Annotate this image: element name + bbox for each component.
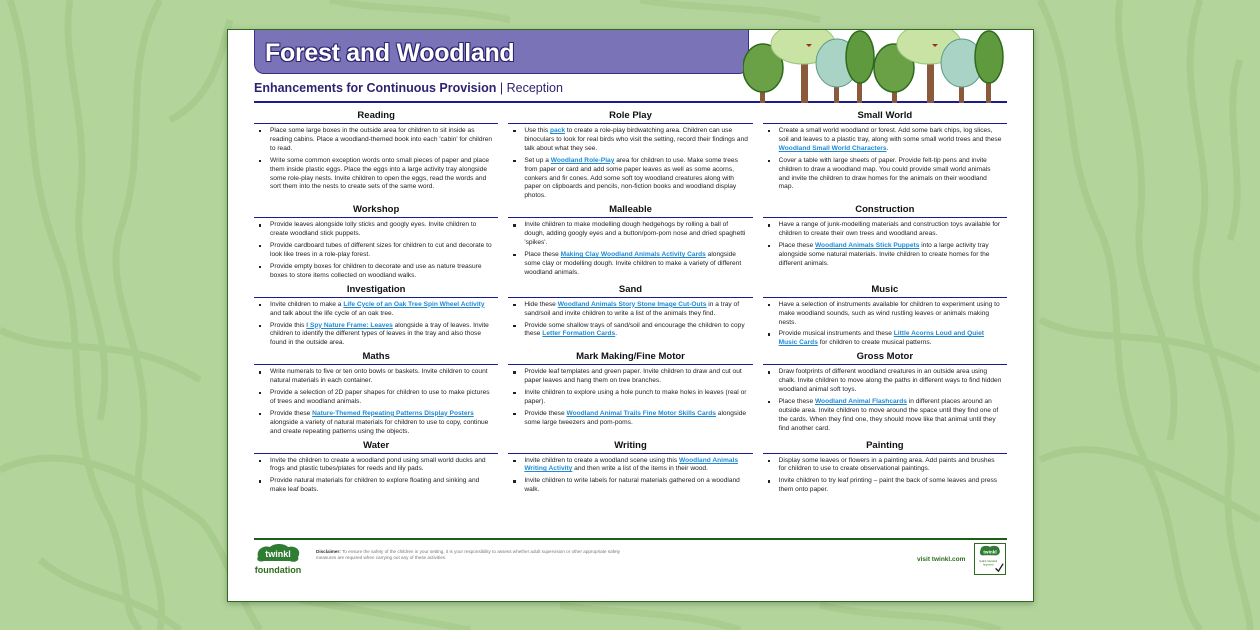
activity-text: in a tray of sand/soil and invite children to write a list of the animals they find. bbox=[524, 300, 740, 317]
activity-text: Provide these bbox=[524, 409, 567, 417]
activity-text: . bbox=[615, 330, 618, 338]
activity-item bbox=[508, 389, 748, 407]
resource-link[interactable]: Woodland Role-Play bbox=[550, 156, 615, 164]
activity-text: Provide a selection of 2D paper shapes for children to use to make pictures of trees and woodland animals. bbox=[270, 389, 490, 405]
resource-link[interactable]: Woodland Animal Trails Fine Motor Skills Cards bbox=[566, 409, 716, 417]
activity-item bbox=[763, 242, 1003, 269]
activity-item bbox=[254, 127, 494, 154]
activity-list bbox=[763, 457, 1007, 499]
footer-divider bbox=[254, 538, 1007, 540]
activity-item bbox=[763, 398, 1003, 434]
activity-text: alongside some clay or modelling dough. Invite children to make a variety of different woodland animals. bbox=[524, 250, 742, 276]
activity-text: Invite children to try leaf printing – paint the back of some leaves and press them onto paper. bbox=[778, 477, 998, 494]
section-construction bbox=[763, 204, 1007, 283]
section-title: Small World bbox=[763, 110, 1007, 124]
activity-text: Create a small world woodland or forest. Add some bark chips, log slices, soil and leaves to a plastic tray, along with some small world trees and these bbox=[778, 127, 1002, 143]
activity-list bbox=[763, 301, 1007, 352]
activity-text: Draw footprints of different woodland creatures in an outside area using chalk. Invite children to move along the paths in different ways to find hidden woodland animal soft toys. bbox=[778, 368, 1002, 394]
resource-link[interactable]: I Spy Nature Frame: Leaves bbox=[306, 321, 393, 329]
svg-text:Quality Standard: Quality Standard bbox=[979, 559, 998, 563]
activity-item bbox=[763, 127, 1003, 154]
activity-text: Invite the children to create a woodland pond using small world ducks and frogs and plastic tubes/plates for reeds and lily pads. bbox=[270, 456, 486, 473]
activity-text: in different places around an outside area. Invite children to move around the space until they find one of the cards. When they find one, they should move like that animal until they find another card. bbox=[778, 397, 999, 432]
activity-item bbox=[254, 410, 494, 437]
resource-link[interactable]: Making Clay Woodland Animals Activity Cards bbox=[560, 250, 706, 258]
activity-text: Provide empty boxes for children to decorate and use as nature treasure boxes to store items collected on woodland walks. bbox=[270, 262, 482, 279]
section-role-play bbox=[508, 110, 752, 204]
activity-item bbox=[508, 127, 748, 154]
activity-text: to create a role-play birdwatching area. Children can use binoculars to look for real birds who visit the setting, record their findings and talk about what they see. bbox=[524, 127, 748, 152]
tree-row-illustration-icon bbox=[743, 30, 1008, 103]
section-title: Maths bbox=[254, 351, 498, 365]
resource-link[interactable]: Nature-Themed Repeating Patterns Display Posters bbox=[312, 409, 474, 417]
activity-text: Place these bbox=[778, 242, 815, 250]
section-title: Writing bbox=[508, 440, 752, 454]
activity-item bbox=[254, 242, 494, 260]
activity-list bbox=[254, 368, 498, 439]
activity-list bbox=[763, 127, 1007, 195]
activity-list bbox=[254, 457, 498, 499]
section-maths bbox=[254, 351, 498, 439]
activity-text: Cover a table with large sheets of paper. Provide felt-tip pens and invite children to draw a woodland map. You could provide small world animals and invite the children to draw homes for the animals on their woodland map. bbox=[778, 156, 991, 191]
activity-text: Provide musical instruments and these bbox=[778, 330, 894, 338]
activity-text: Provide these bbox=[270, 409, 313, 417]
activity-list bbox=[254, 221, 498, 283]
activity-item bbox=[763, 368, 1003, 395]
activity-item bbox=[763, 477, 1003, 495]
subtitle-separator: | bbox=[499, 81, 504, 95]
activity-list bbox=[508, 221, 752, 280]
activity-list bbox=[763, 368, 1007, 436]
activity-text: Provide cardboard tubes of different sizes for children to cut and decorate to look like trees in a role-play forest. bbox=[270, 242, 492, 258]
section-title: Construction bbox=[763, 204, 1007, 218]
activity-item bbox=[508, 457, 748, 475]
provision-grid bbox=[254, 110, 1007, 498]
activity-text: Set up a bbox=[524, 156, 551, 164]
activity-item bbox=[763, 457, 1003, 475]
activity-text: Invite children to explore using a hole punch to make holes in leaves (real or paper). bbox=[524, 389, 747, 405]
activity-text: and then write a list of the items in their wood. bbox=[572, 465, 708, 473]
section-painting bbox=[763, 440, 1007, 499]
activity-item bbox=[254, 263, 494, 281]
visit-twinkl-link[interactable]: visit twinkl.com bbox=[917, 556, 966, 563]
activity-text: Invite children to create a woodland scene using this bbox=[524, 456, 680, 464]
disclaimer bbox=[316, 549, 636, 561]
activity-text: Provide some shallow trays of sand/soil and encourage the children to copy these bbox=[524, 321, 745, 338]
section-title: Reading bbox=[254, 110, 498, 124]
section-investigation bbox=[254, 284, 498, 352]
section-malleable bbox=[508, 204, 752, 283]
activity-text: Provide natural materials for children to explore floating and sinking and make leaf boats. bbox=[270, 477, 480, 494]
activity-text: alongside some large tweezers and pom-poms. bbox=[524, 409, 747, 426]
activity-text: Display some leaves or flowers in a painting area. Add paints and brushes for children to use to create observational paintings. bbox=[778, 456, 995, 473]
disclaimer-label: Disclaimer: bbox=[316, 549, 341, 554]
activity-list bbox=[254, 301, 498, 352]
activity-text: Write numerals to five or ten onto bowls or baskets. Invite children to count natural materials in each container. bbox=[270, 368, 488, 385]
section-workshop bbox=[254, 204, 498, 283]
activity-item bbox=[254, 368, 494, 386]
resource-link[interactable]: Little Acorns Loud and Quiet Music Cards bbox=[778, 330, 984, 347]
activity-text: Place these bbox=[524, 250, 561, 258]
resource-link[interactable]: Woodland Animals Story Stone Image Cut-Outs bbox=[557, 300, 707, 308]
activity-text: Provide leaf templates and green paper. Invite children to draw and cut out paper leaves and hang them on tree branches. bbox=[524, 368, 742, 385]
activity-text: into a large activity tray alongside some natural materials. Invite children to create homes for the different animals. bbox=[778, 242, 990, 267]
section-music bbox=[763, 284, 1007, 352]
disclaimer-text: To ensure the safety of the children in your setting, it is your responsibility to assess whether adult supervision or other appropriate safety measures are required when carrying out any of these activities. bbox=[316, 549, 621, 560]
section-mark-making bbox=[508, 351, 752, 439]
activity-item bbox=[254, 477, 494, 495]
activity-sheet bbox=[227, 29, 1034, 602]
activity-text: alongside a tray of leaves. Invite children to identify the different types of leaves in the tray and also those found in the outside area. bbox=[270, 321, 489, 347]
activity-list bbox=[254, 127, 498, 195]
svg-text:twinkl: twinkl bbox=[265, 549, 291, 559]
resource-link[interactable]: Letter Formation Cards bbox=[542, 330, 616, 338]
activity-item bbox=[508, 368, 748, 386]
activity-item bbox=[763, 301, 1003, 328]
activity-item bbox=[763, 157, 1003, 193]
quality-standard-badge-icon bbox=[974, 543, 1006, 575]
activity-item bbox=[254, 301, 494, 319]
title-banner bbox=[254, 30, 749, 74]
resource-link[interactable]: Woodland Animal Flashcards bbox=[814, 397, 907, 405]
section-title: Music bbox=[763, 284, 1007, 298]
activity-item bbox=[254, 221, 494, 239]
activity-item bbox=[508, 301, 748, 319]
section-title: Gross Motor bbox=[763, 351, 1007, 365]
activity-item bbox=[254, 157, 494, 193]
section-small-world bbox=[763, 110, 1007, 204]
page-subtitle bbox=[254, 81, 563, 95]
page-title: Forest and Woodland bbox=[265, 39, 515, 67]
section-title: Workshop bbox=[254, 204, 498, 218]
section-reading bbox=[254, 110, 498, 204]
activity-list bbox=[763, 221, 1007, 272]
activity-item bbox=[508, 410, 748, 428]
activity-item bbox=[254, 322, 494, 349]
activity-text: Invite children to write labels for natural materials gathered on a woodland walk. bbox=[524, 477, 740, 494]
section-title: Painting bbox=[763, 440, 1007, 454]
section-title: Role Play bbox=[508, 110, 752, 124]
activity-text: alongside a variety of natural materials for children to use to copy, continue and create repeating patterns using the objects. bbox=[270, 418, 489, 435]
activity-text: Place some large boxes in the outside area for children to sit inside as reading cabins. Place a woodland-themed book into each 'cabin' for children to read. bbox=[270, 127, 493, 152]
activity-text: and talk about the life cycle of an oak tree. bbox=[270, 309, 394, 317]
activity-text: Hide these bbox=[524, 300, 558, 308]
resource-link[interactable]: Woodland Animals Writing Activity bbox=[524, 456, 738, 473]
activity-text: Invite children to make modelling dough hedgehogs by rolling a ball of dough, adding googly eyes and a button/pom-pom nose and dried spaghetti 'spikes'. bbox=[524, 221, 746, 247]
section-title: Malleable bbox=[508, 204, 752, 218]
section-water bbox=[254, 440, 498, 499]
section-title: Water bbox=[254, 440, 498, 454]
activity-text: Invite children to make a bbox=[270, 300, 344, 308]
subtitle-text: Enhancements for Continuous Provision bbox=[254, 81, 497, 95]
activity-item bbox=[508, 477, 748, 495]
svg-text:foundation: foundation bbox=[254, 565, 302, 575]
activity-text: Place these bbox=[778, 397, 815, 405]
activity-item bbox=[508, 251, 748, 278]
activity-text: Provide leaves alongside lolly sticks and googly eyes. Invite children to create woodland stick puppets. bbox=[270, 221, 477, 238]
svg-text:Approved: Approved bbox=[982, 563, 994, 567]
activity-text: . bbox=[886, 144, 889, 152]
subtitle-level: Reception bbox=[506, 81, 563, 95]
section-sand bbox=[508, 284, 752, 352]
section-title: Mark Making/Fine Motor bbox=[508, 351, 752, 365]
activity-list bbox=[508, 301, 752, 343]
activity-text: Provide this bbox=[270, 321, 307, 329]
activity-text: Write some common exception words onto small pieces of paper and place them inside plastic eggs. Place the eggs into a large activity tray alongside some role-play nests. Invite children to open the eggs, read the words and sort them into the nests to create sets of the same word. bbox=[270, 156, 490, 191]
section-writing bbox=[508, 440, 752, 499]
activity-list bbox=[508, 127, 752, 204]
activity-text: Have a range of junk-modelling materials and construction toys available for children to create their own trees and woodland areas. bbox=[778, 221, 1001, 238]
resource-link[interactable]: Woodland Small World Characters bbox=[778, 144, 887, 152]
activity-list bbox=[508, 368, 752, 430]
activity-text: area for children to use. Make some trees from paper or card and add some paper leaves as well as some acorns, conkers and fir cones. Add some soft toy woodland creatures along with paper on clipboards and pencils, non-fiction books and woodland display photos. bbox=[524, 156, 738, 200]
activity-item bbox=[763, 221, 1003, 239]
section-title: Sand bbox=[508, 284, 752, 298]
activity-item bbox=[763, 330, 1003, 348]
activity-text: Use this bbox=[524, 127, 550, 134]
activity-item bbox=[254, 389, 494, 407]
activity-item bbox=[254, 457, 494, 475]
svg-text:twinkl: twinkl bbox=[983, 549, 997, 555]
resource-link[interactable]: Life Cycle of an Oak Tree Spin Wheel Activity bbox=[343, 300, 485, 308]
activity-text: for children to create musical patterns. bbox=[817, 339, 932, 347]
section-gross-motor bbox=[763, 351, 1007, 439]
activity-item bbox=[508, 157, 748, 202]
activity-item bbox=[508, 322, 748, 340]
activity-item bbox=[508, 221, 748, 248]
activity-text: Have a selection of instruments available for children to experiment using to make woodland sounds, such as wind rustling leaves or animals making nests. bbox=[778, 300, 1000, 326]
section-title: Investigation bbox=[254, 284, 498, 298]
twinkl-foundation-logo-icon bbox=[254, 543, 304, 577]
resource-link[interactable]: Woodland Animals Stick Puppets bbox=[814, 242, 920, 250]
resource-link[interactable]: pack bbox=[549, 127, 566, 134]
activity-list bbox=[508, 457, 752, 499]
